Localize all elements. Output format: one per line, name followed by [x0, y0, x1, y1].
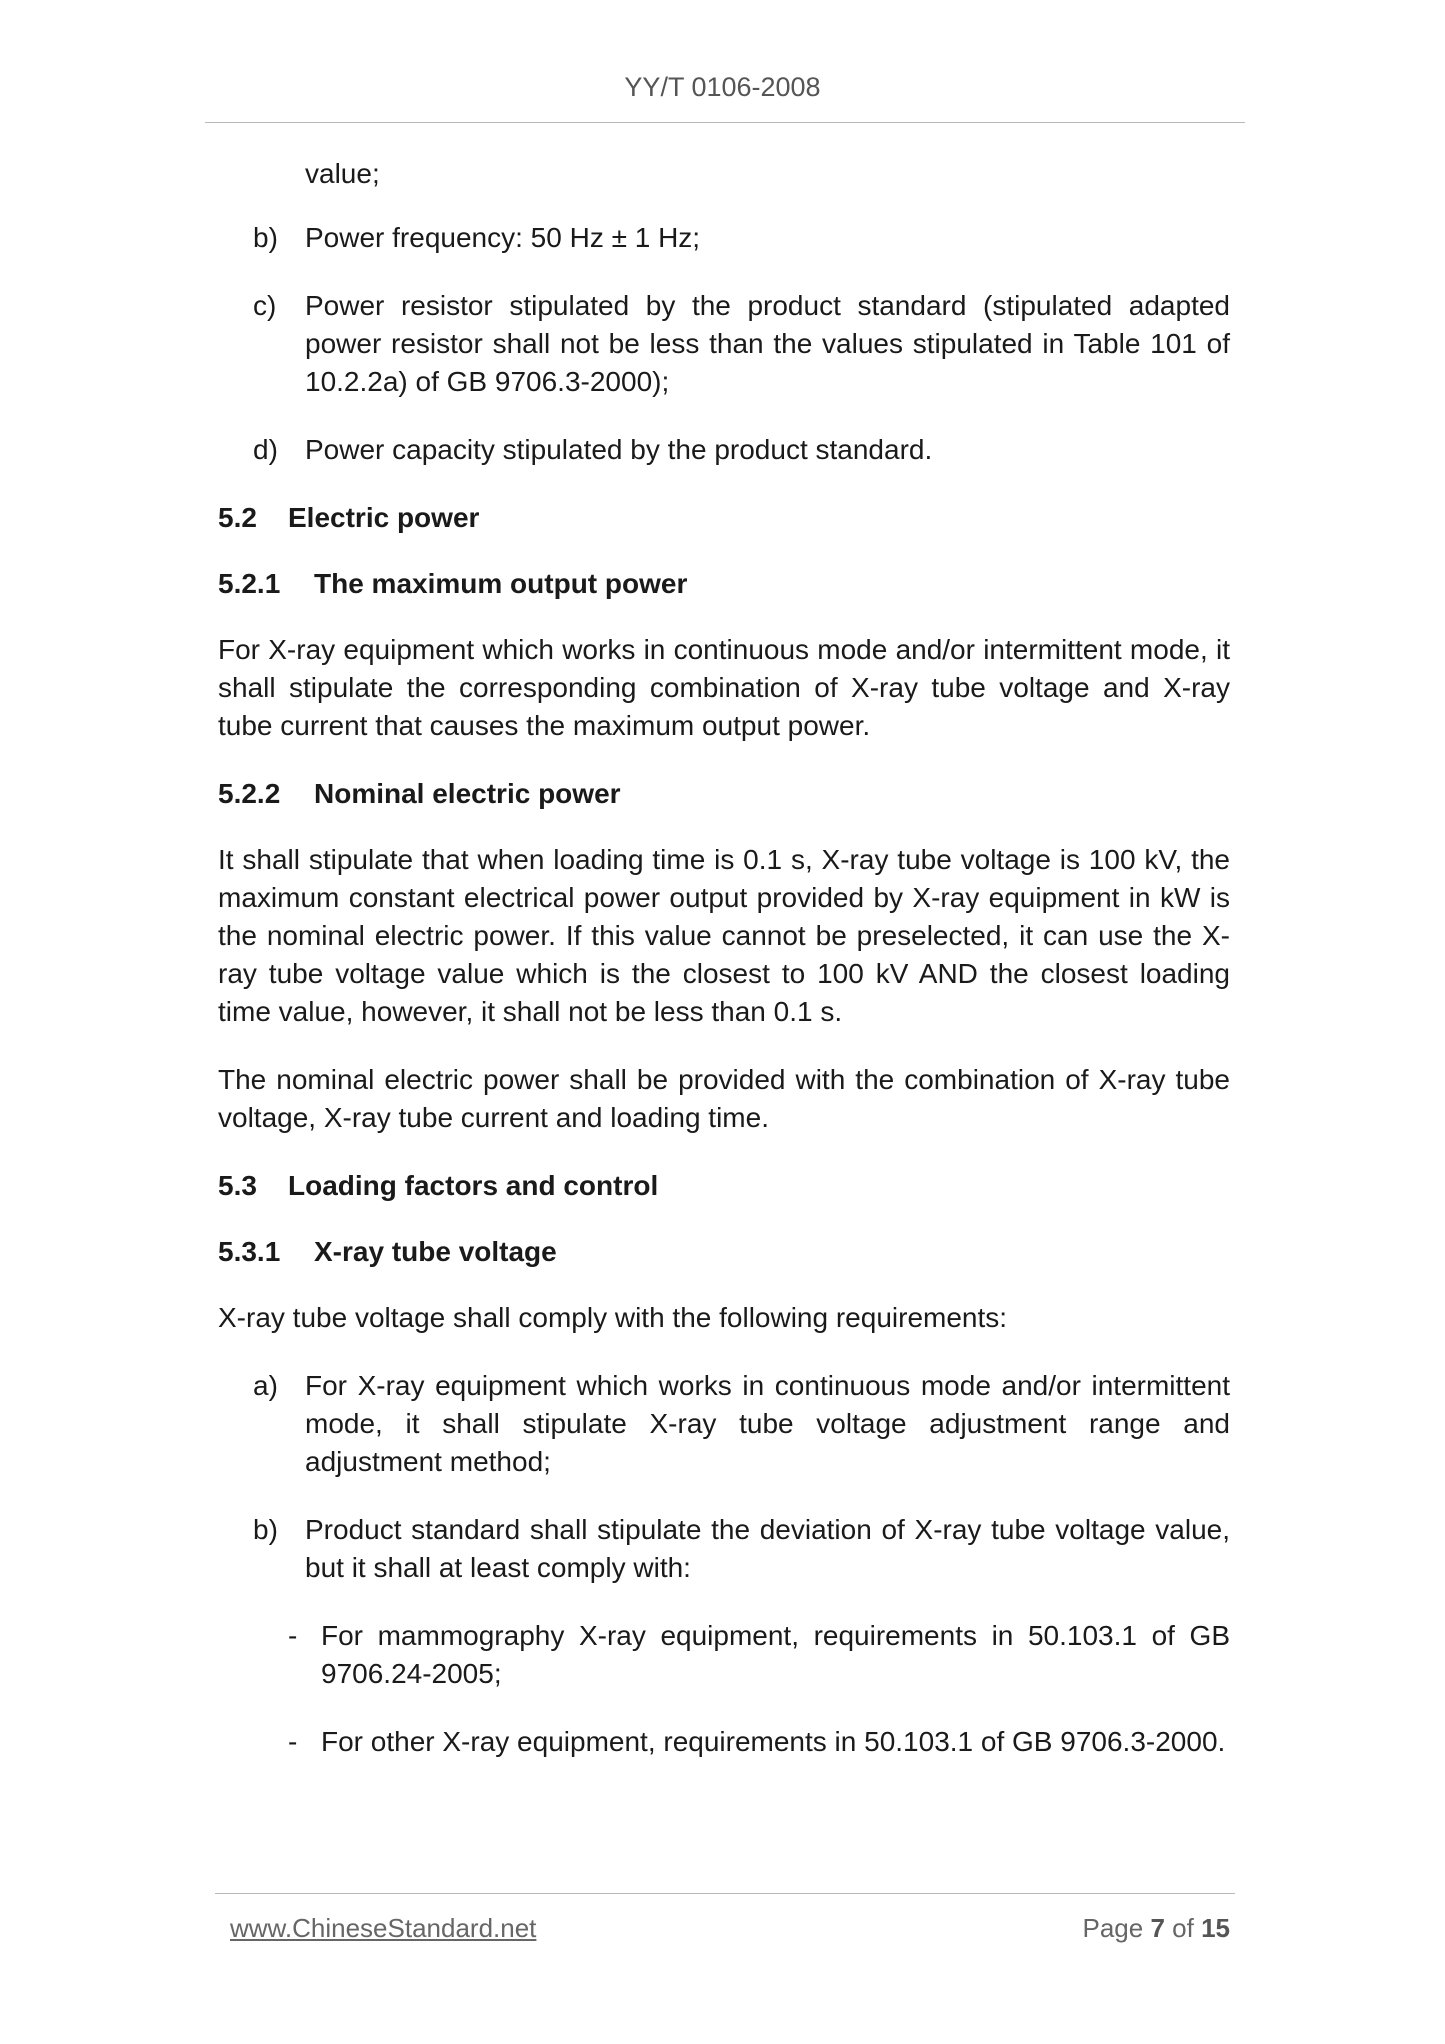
section-heading-5-3: [218, 1167, 1230, 1205]
list-item-text: For X-ray equipment which works in continuous mode and/or intermittent mode, it shall stipulate X-ray tube voltage adjustment range and adjustment method;: [305, 1370, 1230, 1477]
continued-text: value;: [305, 158, 380, 189]
section-number: 5.2: [218, 502, 257, 533]
sub-list-item-text: For other X-ray equipment, requirements in 50.103.1 of GB 9706.3-2000.: [321, 1726, 1226, 1757]
list-marker: b): [253, 222, 278, 253]
list-item: [218, 431, 1230, 469]
list-marker: d): [253, 434, 278, 465]
section-heading-5-2-1: [218, 565, 1230, 603]
section-heading-5-2-2: [218, 775, 1230, 813]
list-item-text: Power capacity stipulated by the product standard.: [305, 434, 933, 465]
section-number: 5.3: [218, 1170, 257, 1201]
page-label: Page: [1082, 1913, 1144, 1943]
section-title: X-ray tube voltage: [314, 1236, 557, 1267]
dash-marker: -: [288, 1620, 298, 1651]
page-current: 7: [1150, 1913, 1165, 1943]
section-heading-5-2: [218, 499, 1230, 537]
section-heading-5-3-1: [218, 1233, 1230, 1271]
sub-list-item-text: For mammography X-ray equipment, requirements in 50.103.1 of GB 9706.24-2005;: [321, 1620, 1230, 1689]
page-indicator: [1082, 1913, 1230, 1944]
list-item: [218, 1511, 1230, 1587]
list-item-text: Product standard shall stipulate the deviation of X-ray tube voltage value, but it shall at least comply with:: [305, 1514, 1230, 1583]
sub-list-item: [218, 1723, 1230, 1761]
list-item-text: Power resistor stipulated by the product standard (stipulated adapted power resistor shall not be less than the values stipulated in Table 101 of 10.2.2a) of GB 9706.3-2000);: [305, 290, 1230, 397]
doc-code-header: YY/T 0106-2008: [624, 72, 821, 102]
list-item: [218, 219, 1230, 257]
section-number: 5.2.2: [218, 778, 281, 809]
section-number: 5.2.1: [218, 568, 281, 599]
website-link[interactable]: www.ChineseStandard.net: [230, 1913, 537, 1943]
section-title: Nominal electric power: [314, 778, 621, 809]
page-content: [218, 155, 1230, 1791]
section-number: 5.3.1: [218, 1236, 281, 1267]
paragraph: It shall stipulate that when loading time is 0.1 s, X-ray tube voltage is 100 kV, the maximum constant electrical power output provided by X-ray equipment in kW is the nominal electric power. If this value cannot be preselected, it can use the X-ray tube voltage value which is the closest to 100 kV AND the closest loading time value, however, it shall not be less than 0.1 s.: [218, 844, 1230, 1027]
dash-marker: -: [288, 1726, 298, 1757]
list-marker: b): [253, 1514, 278, 1545]
section-title: Electric power: [288, 502, 480, 533]
list-marker: c): [253, 290, 277, 321]
paragraph: For X-ray equipment which works in continuous mode and/or intermittent mode, it shall stipulate the corresponding combination of X-ray tube voltage and X-ray tube current that causes the maximum output power.: [218, 634, 1230, 741]
section-title: The maximum output power: [314, 568, 688, 599]
sub-list-item: [218, 1617, 1230, 1693]
page-total: 15: [1201, 1913, 1230, 1943]
list-marker: a): [253, 1370, 278, 1401]
page-separator: of: [1172, 1913, 1194, 1943]
header-divider: [205, 122, 1245, 123]
list-item: [218, 287, 1230, 401]
paragraph: The nominal electric power shall be provided with the combination of X-ray tube voltage, X-ray tube current and loading time.: [218, 1064, 1230, 1133]
footer-divider: [215, 1893, 1235, 1894]
section-title: Loading factors and control: [288, 1170, 659, 1201]
list-item-text: Power frequency: 50 Hz ± 1 Hz;: [305, 222, 701, 253]
paragraph: X-ray tube voltage shall comply with the following requirements:: [218, 1302, 1008, 1333]
list-item: [218, 1367, 1230, 1481]
